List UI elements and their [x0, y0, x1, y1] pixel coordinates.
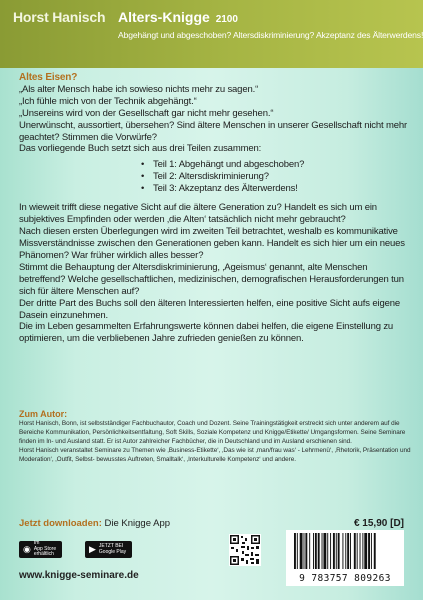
barcode-bar: [318, 533, 320, 569]
intro-line: Das vorliegende Buch setzt sich aus drei Teilen zusammen:: [19, 143, 262, 155]
barcode-bar: [333, 533, 335, 569]
google-play-badge[interactable]: [85, 541, 132, 558]
part-item: [139, 183, 411, 195]
download-line: [19, 518, 170, 529]
barcode-bar: [336, 533, 337, 569]
about-author-heading: Zum Autor:: [19, 409, 68, 419]
barcode-bar: [304, 533, 305, 569]
qr-code[interactable]: [229, 534, 261, 566]
intro-line: „Als alter Mensch habe ich sowieso nichts mehr zu sagen.“: [19, 83, 259, 95]
bullet: •: [141, 159, 145, 171]
body-paragraph: Die im Leben gesammelten Erfahrungswerte können dabei helfen, die eigene Einstellung zu optimieren, um die verbliebenen Jahre zufrieden genießen zu können.: [19, 321, 394, 345]
barcode-bar: [338, 533, 340, 569]
badge-line: Im: [33, 540, 40, 547]
barcode-bar: [297, 533, 298, 569]
body-paragraph: Nach diesen ersten Überlegungen wird im zweiten Teil betrachtet, weshalb es kommunikative Missverständnisse zwischen den Generationen geben kann. Handelt es sich hier um ein neues Phänomen? War früher wirklich alles besser?: [19, 226, 405, 261]
header-bar: [0, 0, 423, 68]
barcode-bar: [354, 533, 356, 569]
about-author-text: [19, 420, 411, 465]
google-play-badge-text: [99, 544, 126, 555]
part-label: Teil 1: Abgehängt und abgeschoben?: [153, 159, 305, 171]
barcode-bar: [294, 533, 296, 569]
isbn-number: 9 783757 809263: [299, 573, 391, 584]
barcode-bar: [350, 533, 351, 569]
app-name: Die Knigge App: [104, 518, 171, 529]
barcode-bar: [371, 533, 372, 569]
intro-line: „Ich fühle mich von der Technik abgehängt.“: [19, 95, 197, 107]
part-label: Teil 2: Altersdiskriminierung?: [153, 171, 269, 183]
barcode-bar: [313, 533, 314, 569]
book-title: [118, 9, 238, 25]
price: € 15,90 [D]: [353, 518, 404, 529]
barcode-bar: [322, 533, 323, 569]
barcode-bar: [360, 533, 361, 569]
badge-line: Google Play: [98, 548, 127, 555]
badge-line: erhältlich: [33, 551, 54, 558]
intro-line: Unerwünscht, aussortiert, übersehen? Sind ältere Menschen in unserer Gesellschaft nicht mehr geachtet? Stimmen die Vorwürfe?: [19, 119, 408, 143]
barcode-bars: [286, 530, 404, 572]
blurb: [19, 72, 411, 345]
barcode-bar: [309, 533, 310, 569]
part-item: [139, 171, 411, 183]
barcode-bar: [357, 533, 358, 569]
barcode-bar: [345, 533, 346, 569]
barcode-bar: [368, 533, 370, 569]
barcode-bar: [323, 533, 326, 569]
apple-icon: ◉: [23, 543, 31, 554]
about-paragraph: Horst Hanisch veranstaltet Seminare zu Themen wie ‚Business-Etikette‘, ‚Das wie ist ‚man/frau was‘ - Lehrmenü‘, ‚Rhetorik, Präsentation und Moderation‘, ‚Outfit, Selbst- bewusstes Auftreten, Smalltalk‘, ‚Interkulturelle Kompetenz‘ und andere.: [19, 446, 411, 463]
intro-heading: Altes Eisen?: [19, 72, 78, 83]
book-title-number: 2100: [215, 14, 238, 25]
body-paragraph: In wieweit trifft diese negative Sicht auf die ältere Generation zu? Handelt es sich um ein subjektives Empfinden oder werden ‚die Alten‘ tatsächlich nicht mehr gebraucht?: [19, 202, 377, 226]
part-item: [139, 159, 411, 171]
parts-list: [139, 159, 411, 195]
barcode-bar: [374, 533, 376, 569]
badge-line: JETZT BEI: [98, 543, 124, 549]
barcode-bar: [305, 533, 307, 569]
barcode-bar: [347, 533, 349, 569]
about-paragraph: Horst Hanisch, Bonn, ist selbstständiger Fachbuchautor, Coach und Dozent. Seine Trainingstätigkeit erstreckt sich unter anderem auf die Bereiche Kommunikation, Persönlichkeitsentfaltung, Soft Skills, Soziale Kompetenz und Knigge/Etikette/ Umgangsformen. Seine Seminare finden im In- und Ausland statt. Er ist Autor zahlreicher Fachbücher, die in Deutschland und im Ausland erschienen sind.: [19, 420, 406, 445]
part-label: Teil 3: Akzeptanz des Älterwerdens!: [153, 183, 298, 195]
app-store-badge[interactable]: [19, 541, 62, 558]
isbn-barcode: [286, 530, 404, 586]
play-icon: ▶: [89, 543, 96, 554]
badge-line: App Store: [33, 545, 57, 552]
author-name: Horst Hanisch: [13, 9, 106, 25]
barcode-bar: [362, 533, 363, 569]
book-title-text: Alters-Knigge: [118, 9, 210, 25]
barcode-bar: [327, 533, 328, 569]
intro-line: „Unsereins wird von der Gesellschaft gar nicht mehr gesehen.“: [19, 107, 274, 119]
download-label: Jetzt downloaden:: [19, 518, 102, 529]
book-subtitle: Abgehängt und abgeschoben? Altersdiskriminierung? Akzeptanz des Älterwerdens!: [118, 30, 423, 40]
bullet: •: [141, 171, 145, 183]
qr-code-graphic: [229, 534, 261, 566]
barcode-bar: [300, 533, 303, 569]
body-paragraph: Der dritte Part des Buchs soll den älteren Interessierten helfen, eine positive Sicht aufs eigene Dasein einzunehmen.: [19, 297, 400, 321]
barcode-bar: [330, 533, 331, 569]
website-link[interactable]: www.knigge-seminare.de: [19, 570, 139, 581]
app-store-badge-text: [34, 541, 56, 558]
barcode-bar: [315, 533, 317, 569]
barcode-bar: [342, 533, 343, 569]
body-paragraph: Stimmt die Behauptung der Altersdiskriminierung, ‚Ageismus‘ genannt, alte Menschen betreffend? Welche gesellschaftlichen, medizinischen, demografischen Herausforderungen tun sich für ältere Menschen auf?: [19, 261, 404, 297]
barcode-bar: [364, 533, 367, 569]
bullet: •: [141, 183, 145, 195]
